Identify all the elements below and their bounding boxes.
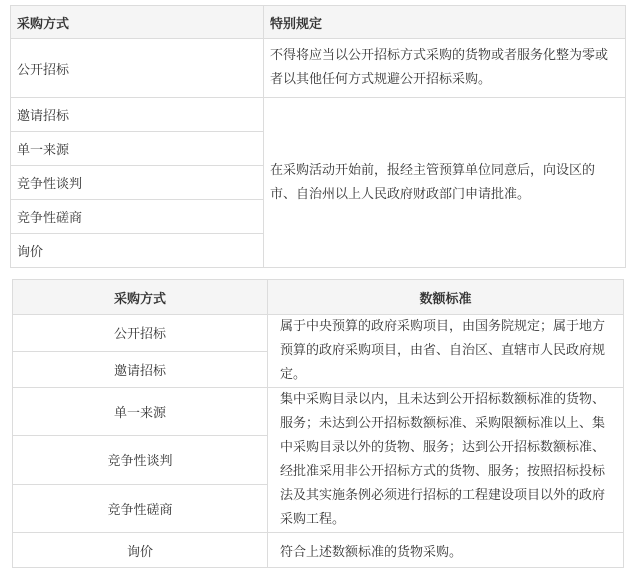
method-cell: 询价 xyxy=(13,533,268,568)
rule-cell: 在采购活动开始前，报经主管预算单位同意后，向设区的市、自治州以上人民政府财政部门申请批准。 xyxy=(264,98,626,268)
method-cell: 邀请招标 xyxy=(13,351,268,388)
header-method: 采购方式 xyxy=(13,280,268,315)
special-rules-table xyxy=(10,5,626,268)
table-row xyxy=(13,533,624,568)
table-header-row xyxy=(11,6,626,39)
rule-cell: 符合上述数额标准的货物采购。 xyxy=(268,533,624,568)
method-cell: 竞争性磋商 xyxy=(11,200,264,234)
method-cell: 竞争性谈判 xyxy=(11,166,264,200)
method-cell: 竞争性谈判 xyxy=(13,436,268,484)
amount-standard-table xyxy=(12,279,624,568)
table-row xyxy=(13,315,624,352)
method-cell: 竞争性磋商 xyxy=(13,484,268,532)
method-cell: 询价 xyxy=(11,234,264,268)
table-row xyxy=(11,39,626,98)
header-method: 采购方式 xyxy=(11,6,264,39)
table-row xyxy=(13,388,624,436)
rule-cell: 属于中央预算的政府采购项目，由国务院规定；属于地方预算的政府采购项目，由省、自治区、直辖市人民政府规定。 xyxy=(268,315,624,388)
header-special-rule: 特别规定 xyxy=(264,6,626,39)
rule-cell: 不得将应当以公开招标方式采购的货物或者服务化整为零或者以其他任何方式规避公开招标采购。 xyxy=(264,39,626,98)
method-cell: 公开招标 xyxy=(13,315,268,352)
table-header-row xyxy=(13,280,624,315)
header-amount-standard: 数额标准 xyxy=(268,280,624,315)
method-cell: 公开招标 xyxy=(11,39,264,98)
table-row xyxy=(11,98,626,132)
method-cell: 单一来源 xyxy=(11,132,264,166)
method-cell: 邀请招标 xyxy=(11,98,264,132)
rule-cell: 集中采购目录以内，且未达到公开招标数额标准的货物、服务；未达到公开招标数额标准、采购限额标准以上、集中采购目录以外的货物、服务；达到公开招标数额标准、经批准采用非公开招标方式的货物、服务；按照招标投标法及其实施条例必须进行招标的工程建设项目以外的政府采购工程。 xyxy=(268,388,624,533)
method-cell: 单一来源 xyxy=(13,388,268,436)
